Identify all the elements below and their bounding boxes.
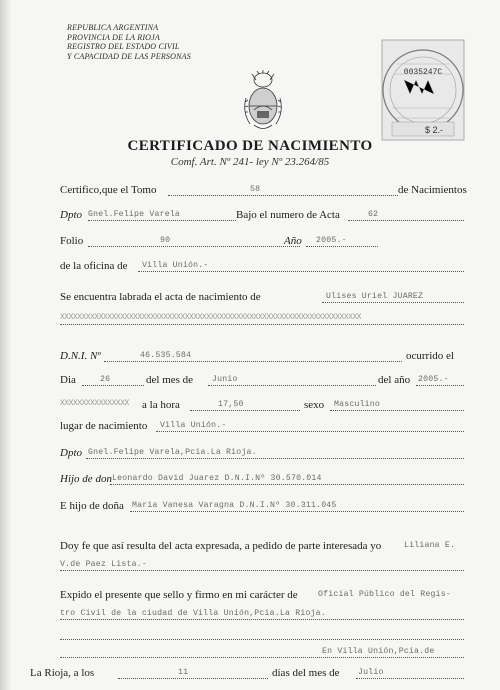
value-lugar-expedicion: En Villa Unión,Pcia.de	[322, 647, 435, 656]
row-tomo	[60, 184, 470, 200]
dotted-line	[60, 608, 464, 620]
row-madre	[60, 500, 470, 516]
label-lugar: lugar de nacimiento	[60, 420, 148, 432]
value-padre: Leonardo David Juarez D.N.I.Nº 30.570.014	[112, 474, 322, 483]
label-dia: Dia	[60, 374, 76, 386]
value-dia: 26	[100, 375, 111, 384]
row-expido	[60, 589, 470, 605]
row-lugar	[60, 420, 470, 436]
label-anio: Año	[284, 235, 302, 247]
value-dpto: Gnel.Felipe Varela	[88, 210, 181, 219]
value-nombre: Ulises Uriel JUAREZ	[326, 292, 424, 301]
filler-strokes: XXXXXXXXXXXXXXXX	[60, 399, 129, 408]
value-anio-nac: 2005.-	[418, 375, 449, 384]
fiscal-stamp-seal	[376, 34, 470, 146]
dotted-line	[88, 235, 300, 247]
row-filler	[60, 313, 470, 329]
legal-reference: Comf. Art. Nº 241- ley Nº 23.264/85	[170, 156, 330, 168]
issuing-authority-header	[67, 23, 191, 61]
label-hora: a la hora	[142, 399, 180, 411]
value-dias: 11	[178, 668, 189, 677]
label-madre: E hijo de doña	[60, 500, 124, 512]
value-sexo: Masculino	[334, 400, 381, 409]
dotted-line	[190, 399, 300, 411]
label-sexo: sexo	[304, 399, 325, 411]
filler-strokes: XXXXXXXXXXXXXXXXXXXXXXXXXXXXXXXXXXXXXXXXXXXXXXXXXXXXXXXXXXXXXXXXXXXXXX	[60, 313, 362, 322]
document-title: CERTIFICADO DE NACIMIENTO	[127, 138, 373, 154]
value-oficina: Villa Unión.-	[142, 261, 209, 270]
header-line-province: PROVINCIA DE LA RIOJA	[67, 32, 161, 42]
label-certifico-tomo: Certifico,que el Tomo	[60, 184, 157, 196]
stamp-value: $ 2.-	[424, 125, 444, 135]
header-line-country: REPUBLICA ARGENTINA	[67, 23, 159, 32]
label-expido: Expido el presente que sello y firmo en mi carácter de	[60, 589, 298, 601]
label-acta-nacimiento: Se encuentra labrada el acta de nacimiento de	[60, 291, 261, 303]
value-anio: 2005.-	[316, 236, 347, 245]
label-dpto-lugar: Dpto	[60, 447, 82, 459]
value-hora: 17,50	[218, 400, 244, 409]
row-hora-sexo	[60, 399, 470, 415]
scan-edge-shadow	[0, 0, 12, 690]
row-doy-fe	[60, 540, 470, 556]
value-acta: 62	[368, 210, 379, 219]
label-mes: del mes de	[146, 374, 194, 386]
label-dni: D.N.I. Nº	[60, 350, 101, 362]
coat-of-arms-icon	[240, 70, 286, 132]
label-mes-exp: días del mes de	[272, 667, 340, 679]
dotted-line	[356, 667, 464, 679]
dotted-line	[348, 209, 464, 221]
value-mes-exp: Julio	[358, 668, 384, 677]
row-caracter-cont	[60, 608, 470, 624]
label-la-rioja: La Rioja, a los	[30, 667, 95, 679]
dotted-line	[60, 559, 464, 571]
label-anio-nac: del año	[378, 374, 411, 386]
value-caracter: Oficial Público del Regis-	[318, 590, 451, 599]
label-ocurrido: ocurrido el	[406, 350, 454, 362]
value-madre: Maria Vanesa Varagna D.N.I.Nº 30.311.045	[132, 501, 337, 510]
header-line-capacity: Y CAPACIDAD DE LAS PERSONAS	[67, 51, 191, 61]
value-oficial-nombre-cont: V.de Paez Lista.-	[60, 560, 147, 569]
row-dni	[60, 350, 470, 366]
value-mes: Junio	[212, 375, 238, 384]
value-tomo: 58	[250, 185, 261, 194]
value-dni: 46.535.584	[140, 351, 192, 360]
row-dpto-lugar	[60, 447, 470, 463]
value-folio: 90	[160, 236, 171, 245]
row-fecha-expedicion	[30, 667, 470, 683]
label-de-nacimientos: de Nacimientos	[398, 184, 467, 196]
row-oficina	[60, 260, 470, 276]
label-padre: Hijo de don	[60, 473, 112, 485]
label-numero-acta: Bajo el numero de Acta	[236, 209, 340, 221]
row-lugar-expedicion	[60, 646, 470, 662]
value-dpto-lugar: Gnel.Felipe Varela,Pcia.La Rioja.	[88, 448, 257, 457]
value-oficial-nombre: Liliana E.	[404, 541, 456, 550]
row-dpto-acta	[60, 209, 470, 225]
dotted-line	[168, 184, 398, 196]
dotted-line	[82, 374, 144, 386]
label-dpto: Dpto	[60, 209, 82, 221]
label-doy-fe: Doy fe que así resulta del acta expresada, a pedido de parte interesada yo	[60, 540, 382, 552]
label-folio: Folio	[60, 235, 84, 247]
header-line-registry: REGISTRO DEL ESTADO CIVIL	[67, 42, 180, 51]
value-lugar: Villa Unión.-	[160, 421, 227, 430]
row-nombre	[60, 291, 470, 307]
dotted-line	[60, 628, 464, 640]
stamp-serial: 0035247C	[403, 68, 443, 77]
dotted-line	[118, 667, 268, 679]
value-caracter-cont: tro Civil de la ciudad de Villa Unión,Pcia.La Rioja.	[60, 609, 326, 618]
label-oficina: de la oficina de	[60, 260, 128, 272]
row-fecha	[60, 374, 470, 390]
row-padre	[60, 473, 470, 489]
row-oficial-nombre-cont	[60, 559, 470, 575]
row-folio-anio	[60, 235, 470, 251]
row-blank	[60, 628, 470, 644]
dotted-line	[88, 209, 236, 221]
